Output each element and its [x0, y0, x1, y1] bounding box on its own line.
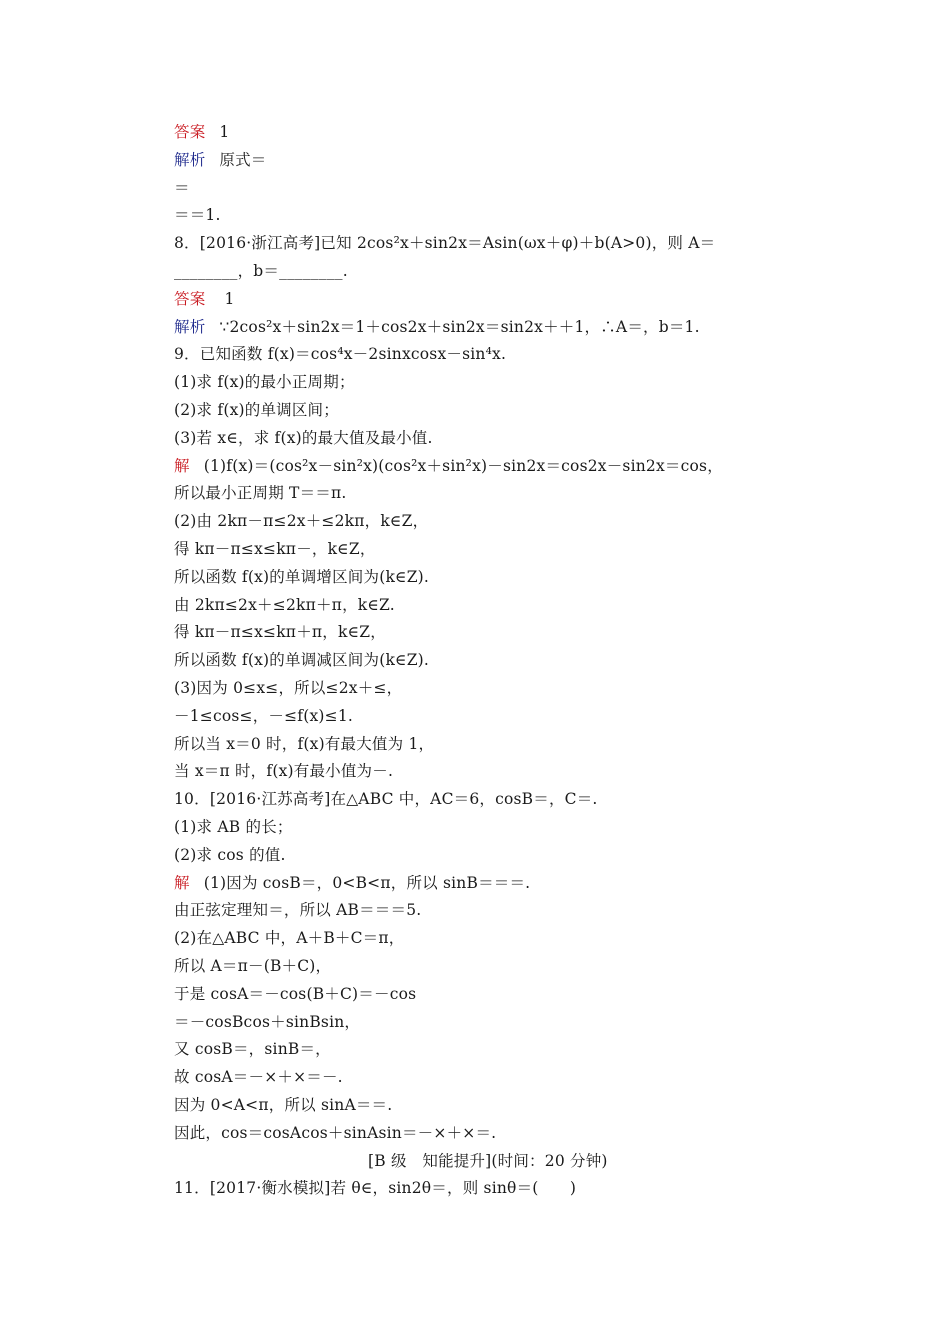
analysis-label: 解析 [174, 318, 206, 336]
solution-label: 解 [174, 457, 190, 475]
answer-8 [174, 288, 235, 310]
text-line: ＝－cosBcos＋sinBsin， [174, 1013, 361, 1031]
question-10: 10．[2016·江苏高考]在△ABC 中，AC＝6，cosB＝，C＝. [174, 790, 598, 808]
solution-label: 解 [174, 874, 190, 892]
text-line: 由正弦定理知＝，所以 AB＝＝＝5. [174, 901, 422, 919]
text-line: (2)由 2kπ－π≤2x＋≤2kπ，k∈Z， [174, 512, 429, 530]
analysis-text: ∵2cos²x＋sin2x＝1＋cos2x＋sin2x＝sin2x＋＋1，∴A＝，b＝1. [219, 318, 700, 336]
text-line: (2)求 cos 的值. [174, 846, 286, 864]
text-line: 当 x＝π 时，f(x)有最小值为－. [174, 762, 394, 780]
analysis-label: 解析 [174, 151, 206, 169]
text-line: (3)因为 0≤x≤，所以≤2x＋≤， [174, 679, 403, 697]
question-8-blanks: ________，b＝________. [174, 262, 348, 280]
question-9: 9．已知函数 f(x)＝cos⁴x－2sinxcosx－sin⁴x. [174, 345, 507, 363]
text-line: ＝ [174, 179, 190, 197]
text-line: 又 cosB＝，sinB＝， [174, 1040, 331, 1058]
answer-7 [174, 121, 229, 143]
text-line: 得 kπ－π≤x≤kπ＋π，k∈Z， [174, 623, 386, 641]
text-line: ＝＝1. [174, 206, 221, 224]
text-line: 因为 0<A<π，所以 sinA＝＝. [174, 1096, 393, 1114]
answer-label: 答案 [174, 290, 206, 308]
text-line: 于是 cosA＝－cos(B＋C)＝－cos [174, 985, 417, 1003]
solution-text: (1)f(x)＝(cos²x－sin²x)(cos²x＋sin²x)－sin2x＝cos2x－sin2x＝cos， [203, 457, 723, 475]
question-8: 8．[2016·浙江高考]已知 2cos²x＋sin2x＝Asin(ωx＋φ)＋b(A>0)，则 A＝ [174, 234, 716, 252]
solution-9 [174, 455, 723, 477]
text-line: 所以函数 f(x)的单调增区间为(k∈Z). [174, 568, 430, 586]
text-line: (3)若 x∈，求 f(x)的最大值及最小值. [174, 429, 433, 447]
section-heading: [B 级 知能提升](时间：20 分钟) [368, 1152, 608, 1170]
answer-label: 答案 [174, 123, 206, 141]
analysis-8 [174, 316, 700, 338]
question-11: 11．[2017·衡水模拟]若 θ∈，sin2θ＝，则 sinθ＝( ) [174, 1179, 577, 1197]
text-line: 得 kπ－π≤x≤kπ－，k∈Z， [174, 540, 376, 558]
analysis-text: 原式＝ [219, 151, 267, 169]
text-line: 故 cosA＝－×＋×＝－. [174, 1068, 343, 1086]
solution-text: (1)因为 cosB＝，0<B<π，所以 sinB＝＝＝. [203, 874, 531, 892]
solution-10 [174, 872, 530, 894]
text-line: 所以当 x＝0 时，f(x)有最大值为 1， [174, 735, 435, 753]
text-line: (1)求 f(x)的最小正周期； [174, 373, 355, 391]
text-line: －1≤cos≤，－≤f(x)≤1. [174, 707, 354, 725]
analysis-7 [174, 149, 267, 171]
text-line: (2)求 f(x)的单调区间； [174, 401, 339, 419]
text-line: 所以 A＝π－(B＋C)， [174, 957, 332, 975]
text-line: 所以函数 f(x)的单调减区间为(k∈Z). [174, 651, 430, 669]
text-line: 因此，cos＝cosAcos＋sinAsin＝－×＋×＝. [174, 1124, 497, 1142]
text-line: (1)求 AB 的长； [174, 818, 293, 836]
answer-text: 1 [219, 123, 230, 141]
text-line: 所以最小正周期 T＝＝π. [174, 484, 347, 502]
text-line: 由 2kπ≤2x＋≤2kπ＋π，k∈Z. [174, 596, 395, 614]
answer-text: 1 [219, 290, 235, 308]
text-line: (2)在△ABC 中，A＋B＋C＝π， [174, 929, 405, 947]
